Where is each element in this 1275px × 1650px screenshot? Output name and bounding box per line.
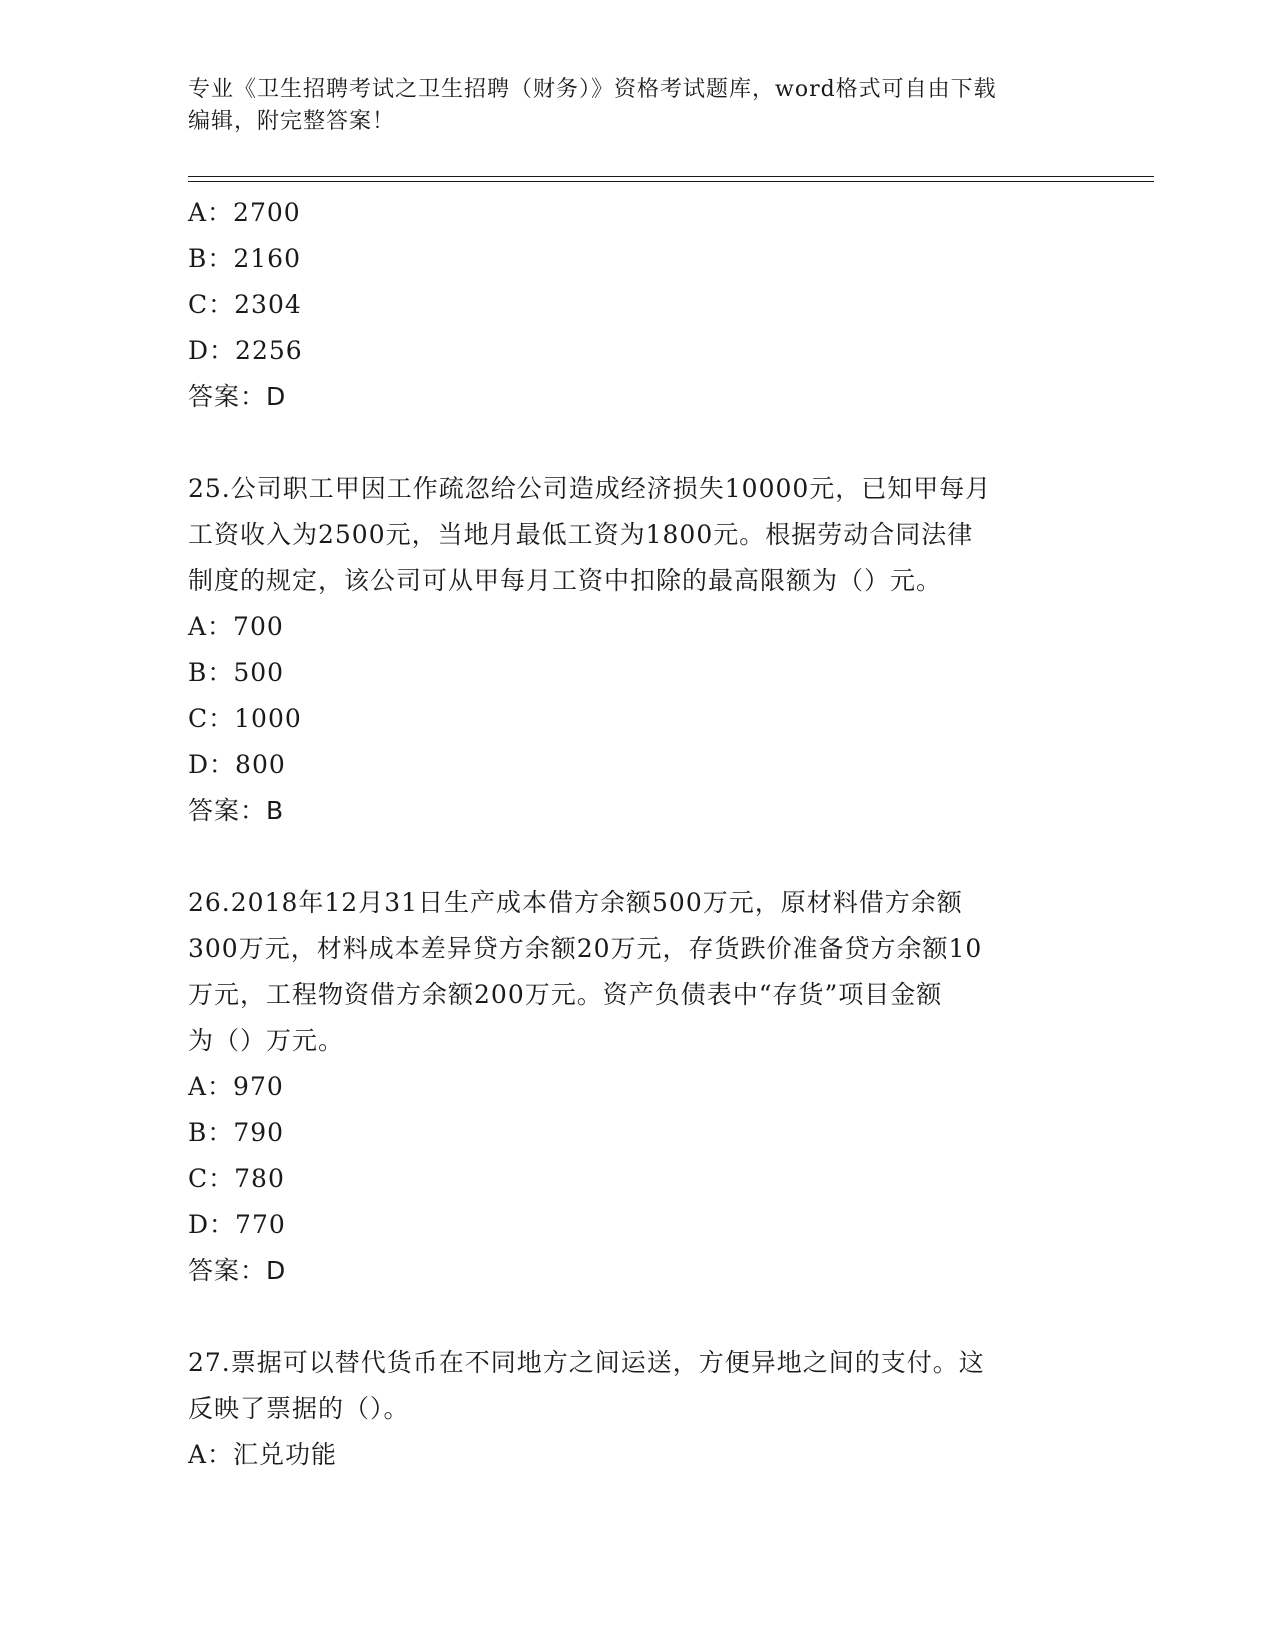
question-stem-line: 万元，工程物资借方余额200万元。资产负债表中“存货”项目金额 bbox=[188, 980, 943, 1009]
header-divider-top bbox=[188, 176, 1154, 177]
question-27 bbox=[188, 1340, 1088, 1478]
option-a: A：700 bbox=[188, 612, 284, 641]
spacer bbox=[188, 420, 1088, 466]
option-c: C：2304 bbox=[188, 290, 302, 319]
question-stem-line: 为（）万元。 bbox=[188, 1026, 345, 1055]
answer: 答案：D bbox=[188, 1256, 287, 1285]
question-stem-line: 反映了票据的（）。 bbox=[188, 1394, 410, 1423]
question-list bbox=[188, 190, 1088, 1478]
spacer bbox=[188, 834, 1088, 880]
option-d: D：770 bbox=[188, 1210, 286, 1239]
answer: 答案：B bbox=[188, 796, 285, 825]
option-a: A：970 bbox=[188, 1072, 284, 1101]
option-c: C：1000 bbox=[188, 704, 302, 733]
question-stem-line: 制度的规定，该公司可从甲每月工资中扣除的最高限额为（）元。 bbox=[188, 566, 943, 595]
answer: 答案：D bbox=[188, 382, 287, 411]
spacer bbox=[188, 1294, 1088, 1340]
option-b: B：500 bbox=[188, 658, 285, 687]
question-stem-line: 27.票据可以替代货币在不同地方之间运送，方便异地之间的支付。这 bbox=[188, 1348, 985, 1377]
option-a: A：2700 bbox=[188, 198, 301, 227]
option-d: D：800 bbox=[188, 750, 286, 779]
question-stem-line: 300万元，材料成本差异贷方余额20万元，存货跌价准备贷方余额10 bbox=[188, 934, 983, 963]
question-stem-line: 工资收入为2500元，当地月最低工资为1800元。根据劳动合同法律 bbox=[188, 520, 974, 549]
option-b: B：2160 bbox=[188, 244, 301, 273]
option-d: D：2256 bbox=[188, 336, 303, 365]
header-line-1: 专业《卫生招聘考试之卫生招聘（财务）》资格考试题库，word格式可自由下载 bbox=[188, 77, 997, 102]
option-a: A：汇兑功能 bbox=[188, 1440, 338, 1469]
document-header bbox=[188, 74, 1088, 138]
header-line-2: 编辑，附完整答案！ bbox=[188, 109, 396, 134]
option-b: B：790 bbox=[188, 1118, 285, 1147]
question-25 bbox=[188, 466, 1088, 834]
option-c: C：780 bbox=[188, 1164, 285, 1193]
header-divider-bottom bbox=[188, 181, 1154, 182]
question-24 bbox=[188, 190, 1088, 420]
question-26 bbox=[188, 880, 1088, 1294]
question-stem-line: 26.2018年12月31日生产成本借方余额500万元，原材料借方余额 bbox=[188, 888, 963, 917]
question-stem-line: 25.公司职工甲因工作疏忽给公司造成经济损失10000元，已知甲每月 bbox=[188, 474, 992, 503]
